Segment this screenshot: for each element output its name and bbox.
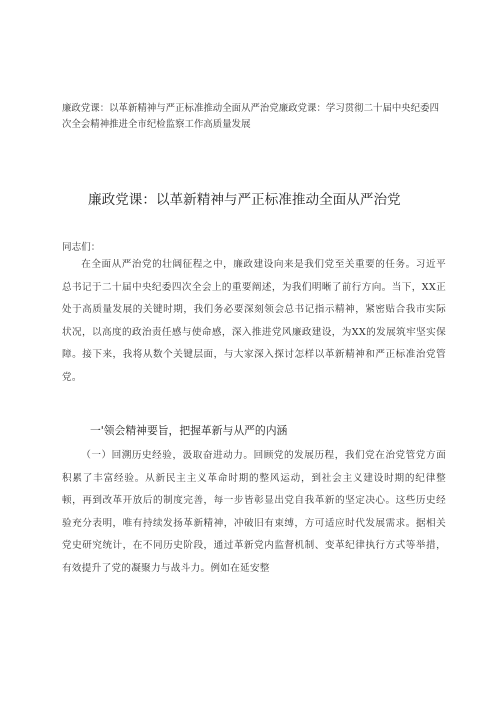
section-heading: 一'领会精神要旨，把握革新与从严的内涵: [90, 424, 288, 437]
page-title: 廉政党课：以革新精神与严正标准推动全面从严治党: [88, 192, 401, 208]
document-header-title: 廉政党课：以革新精神与严正标准推动全面从严治党廉政党课：学习贯彻二十届中央纪委四次全会精神推进全市纪检监察工作高质量发展: [62, 103, 440, 130]
subsection-paragraph: （一）回溯历史经验，汲取奋进动力。回顾党的发展历程，我们党在治党管党方面积累了丰富经验。从新民主主义革命时期的整风运动，到社会主义建设时期的纪律整顿，再到改革开放后的制度完善，每一步皆彰显出党自我革新的坚定决心。这些历史经验充分表明，唯有持续发扬革新精神，冲破旧有束缚，方可适应时代发展需求。据相关党史研究统计，在不同历史阶段，通过革新党内监督机制、变革纪律执行方式等举措，有效提升了党的凝聚力与战斗力。例如在延安整: [62, 450, 446, 574]
salutation: 同志们：: [62, 242, 101, 253]
intro-paragraph: 在全面从严治党的壮阔征程之中，廉政建设向来是我们党至关重要的任务。习近平总书记于二十届中央纪委四次全会上的重要阐述，为我们明晰了前行方向。当下，XX正处于高质量发展的关键时期，我们务必要深刻领会总书记指示精神，紧密贴合我市实际状况，以高度的政治责任感与使命感，深入推进党风廉政建设，为XX的发展筑牢坚实保障。接下来，我将从数个关键层面，与大家深入探讨怎样以革新精神和严正标准治党管党。: [62, 259, 446, 383]
